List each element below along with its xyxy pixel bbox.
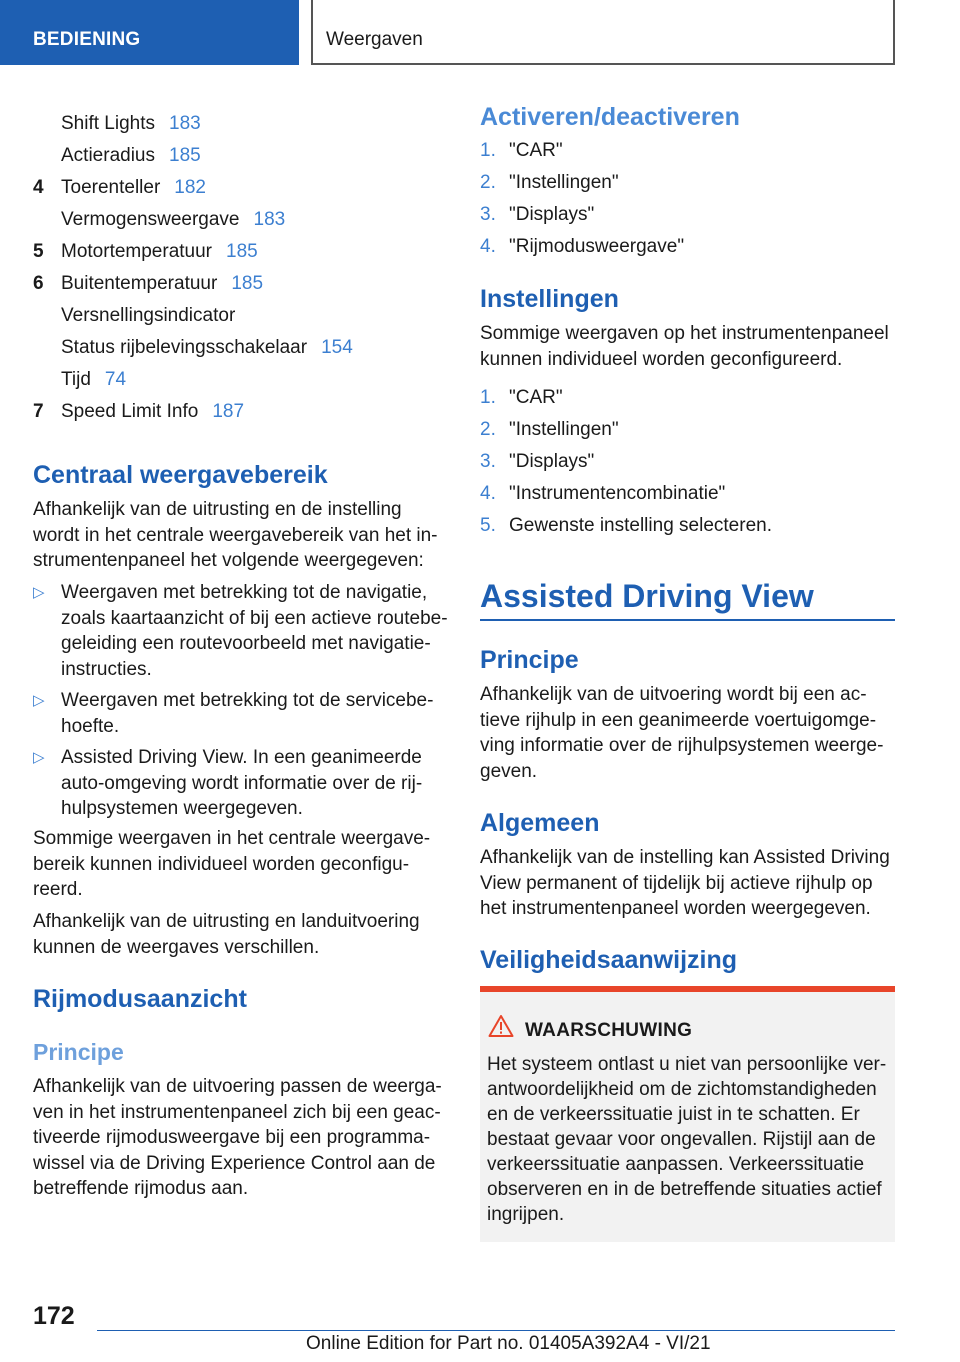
adv-principe-text: Afhankelijk van de uitvoering wordt bij een ac- tieve rijhulp in een geanimeerde voertuigomge- ving informatie over de rijhulpsystemen weerge- geven. [480,684,884,782]
edition-text: Online Edition for Part no. 01405A392A4 - VI/21 [306,1333,711,1354]
chapter-title: Weergaven [326,29,423,50]
central-intro: Afhankelijk van de uitrusting en de instelling wordt in het centrale weergavebereik van het in- strumentenpaneel het volgende weergegeven: [33,499,438,571]
bullet-item: ▷ Weergaven met betrekking tot de servicebe- hoefte. [33,690,434,737]
warning-box [480,986,895,1242]
warning-triangle-icon [488,1014,514,1038]
subheading-safety: Veiligheidsaanwijzing [480,946,738,974]
bullet-item: ▷ Weergaven met betrekking tot de navigatie, zoals kaartaanzicht of bij een actieve routebe- geleiding een routevoorbeeld met navigatie- instructies. [33,582,448,680]
page-reference[interactable]: 183 [253,209,286,230]
heading-divider [480,619,895,621]
page-reference[interactable]: 185 [231,273,264,294]
chapter-tab [311,0,895,65]
section-heading-central: Centraal weergavebereik [33,461,328,489]
page-reference[interactable]: 185 [226,241,258,262]
central-paragraph-2: Sommige weergaven in het centrale weergave- bereik kunnen individueel worden geconfigu- reerd. [33,828,431,900]
subheading-principe: Principe [480,646,579,674]
triangle-bullet-icon: ▷ [33,584,45,601]
subheading-algemeen: Algemeen [480,809,600,837]
page-reference[interactable]: 185 [169,145,201,166]
page-reference[interactable]: 74 [104,369,127,390]
page-reference[interactable]: 154 [321,337,353,358]
triangle-bullet-icon: ▷ [33,692,45,709]
section-heading-activate: Activeren/deactiveren [480,103,740,131]
rijmodus-text: Afhankelijk van de uitvoering passen de weerga- ven in het instrumentenpaneel zich bij een geac- tiveerde rijmodusweergave bij een programma- wissel via de Driving Experience Control aan de betreffende rijmodus aan. [33,1076,442,1199]
section-heading-rijmodus: Rijmodusaanzicht [33,985,247,1013]
section-heading-settings: Instellingen [480,285,619,313]
settings-text: Sommige weergaven op het instrumentenpaneel kunnen individueel worden geconfigureerd. [480,323,889,370]
warning-text: Het systeem ontlast u niet van persoonlijke ver- antwoordelijkheid om de zichtomstandigheden en de verkeerssituatie juist in te schatten. Er bestaat gevaar voor ongevallen. Rijstijl aan de verkeerssituatie aanpassen. Verkeerssituatie observeren en in de betreffende situaties actief ingrijpen. [487,1054,887,1225]
page-reference[interactable]: 183 [169,113,201,134]
section-title: BEDIENING [33,29,141,50]
subheading-principe: Principe [33,1039,124,1065]
warning-title: WAARSCHUWING [525,1020,693,1041]
page-number: 172 [33,1302,75,1330]
footer-divider [97,1330,895,1331]
triangle-bullet-icon: ▷ [33,749,45,766]
section-tab [0,0,299,65]
chapter-heading-adv: Assisted Driving View [480,578,814,614]
bullet-item: ▷ Assisted Driving View. In een geanimeerde auto-omgeving wordt informatie over de rij- hulpsystemen weergegeven. [33,747,423,819]
adv-algemeen-text: Afhankelijk van de instelling kan Assisted Driving View permanent of tijdelijk bij actieve rijhulp op het instrumentenpaneel worden weergegeven. [480,847,890,919]
central-paragraph-3: Afhankelijk van de uitrusting en landuitvoering kunnen de weergaves verschillen. [33,911,420,958]
page-reference[interactable]: 182 [174,177,206,198]
page-reference[interactable]: 187 [212,401,245,422]
